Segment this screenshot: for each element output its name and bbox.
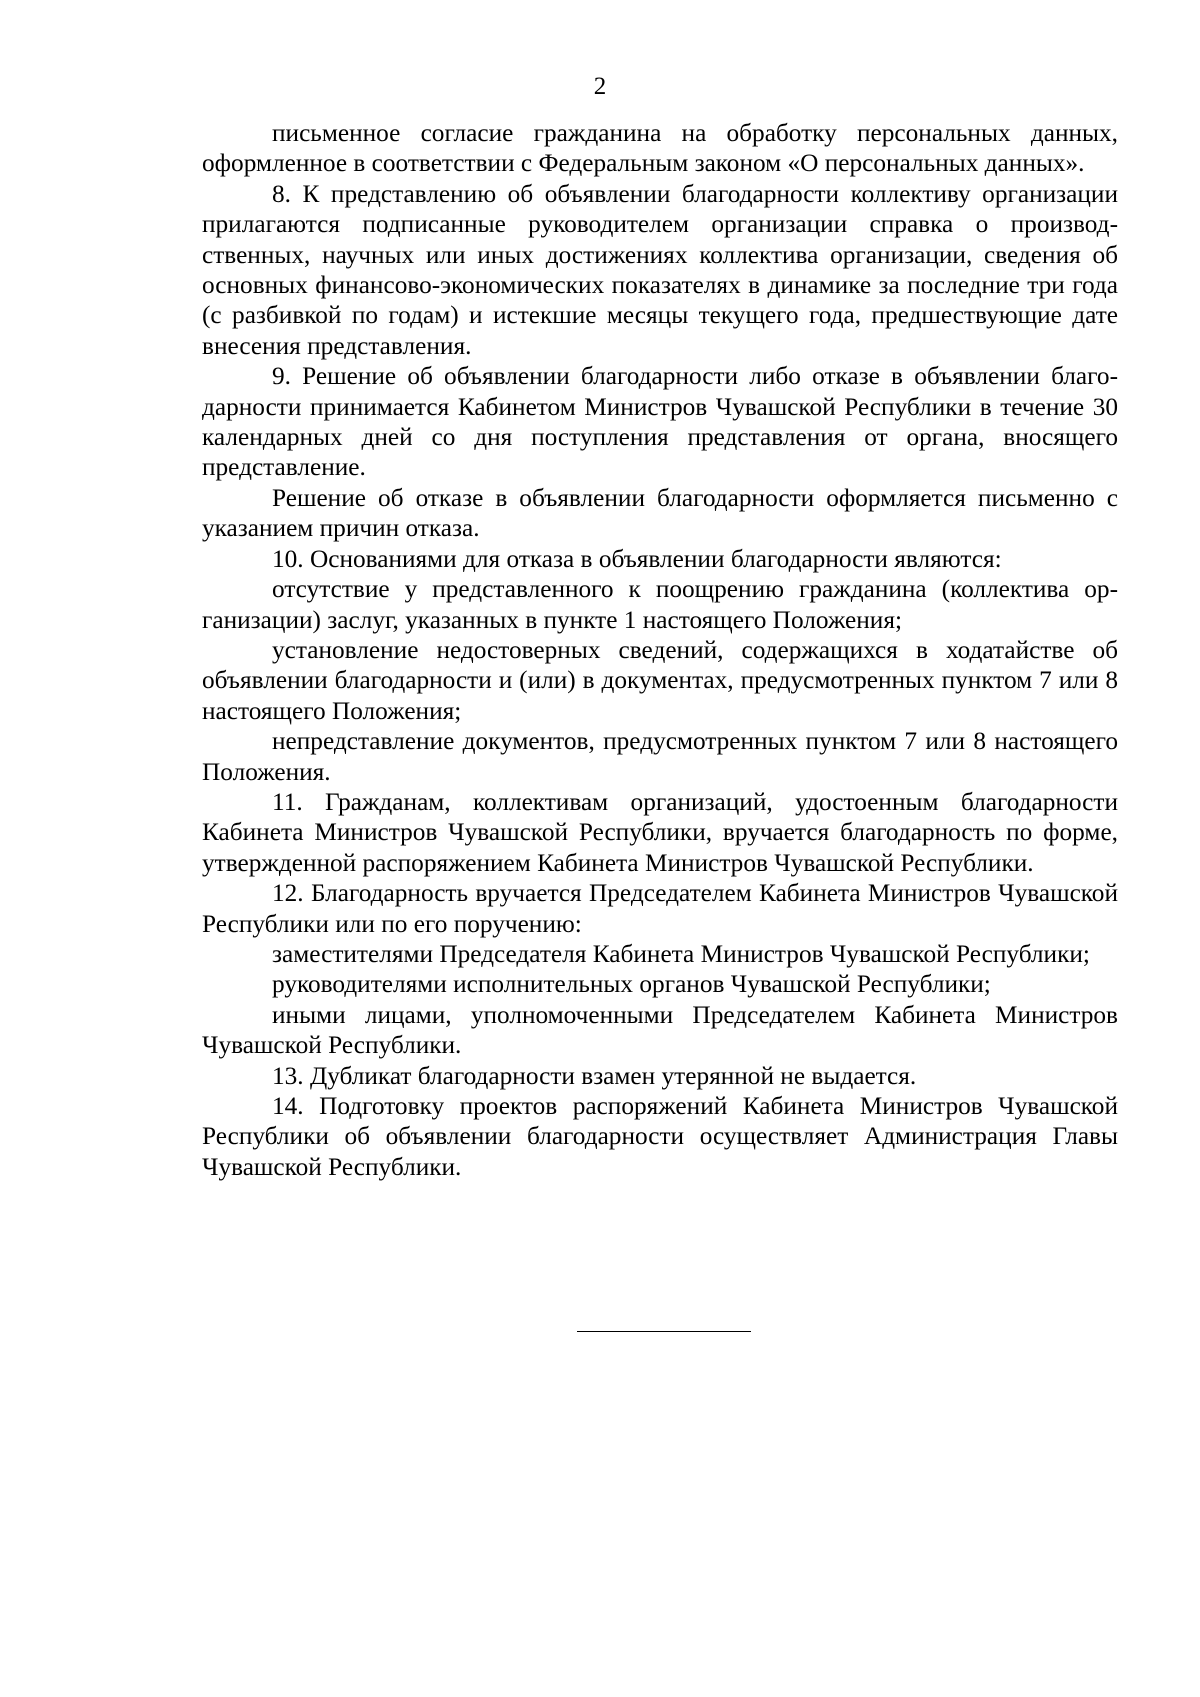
paragraph-refusal-decision: Решение об отказе в объявлении благодарности оформляется письменно с указанием причин отказа. [202,483,1118,543]
paragraph-presenter-heads: руководителями исполнительных органов Чувашской Республики; [272,970,991,999]
paragraph-item-10: 10. Основаниями для отказа в объявлении благодарности являются: [272,544,1002,573]
paragraph-item-12: 12. Благодарность вручается Председателем Кабинета Министров Чувашской Республики или по его поручению: [202,879,1118,938]
paragraph-presenter-other: иными лицами, уполномоченными Председателем Кабинета Министров Чувашской Республики. [202,1000,1118,1060]
paragraph-item-13: 13. Дубликат благодарности взамен утерянной не выдается. [272,1061,917,1090]
paragraph-consent-continuation: письменное согласие гражданина на обработку персональных данных, оформленное в соответствии с Федеральным законом «О персональных данных». [202,119,1118,178]
paragraph-item-11: 11. Гражданам, коллективам организаций, удостоенным благодарности Кабинета Министров Чувашской Республики, вручается благодарность по форме, утвержденной распоряжением Кабинета Министров Чувашской Республики. [202,787,1118,877]
paragraph-item-9: 9. Решение об объявлении благодарности либо отказе в объявлении благодарности принимается Кабинетом Министров Чувашской Республики в течение 30 календарных дней со дня поступления представления от органа, вносящего представление. [202,362,1118,482]
paragraph-item-8: 8. К представлению об объявлении благодарности коллективу организации прилагаются подписанные руководителем организации справка о производственных, научных или иных достижениях коллектива организации, сведения об основных финансово-экономических показателях в динамике за последние три года (с разбивкой по годам) и истекшие месяцы текущего года, предшествующие дате внесения представления. [202,179,1118,360]
paragraph-refusal-ground-2: установление недостоверных сведений, содержащихся в ходатайстве об объявлении благодарности и (или) в документах, предусмотренных пунктом 7 или 8 настоящего Положения; [202,635,1118,725]
document-end-divider [577,1331,751,1332]
paragraph-refusal-ground-1: отсутствие у представленного к поощрению гражданина (коллектива организации) заслуг, указанных в пункте 1 настоящего Положения; [202,575,1118,634]
document-body [202,118,1118,1182]
paragraph-item-14: 14. Подготовку проектов распоряжений Кабинета Министров Чувашской Республики об объявлении благодарности осуществляет Администрация Главы Чувашской Республики. [202,1092,1118,1181]
paragraph-presenter-deputies: заместителями Председателя Кабинета Министров Чувашской Республики; [272,939,1090,968]
page-number: 2 [593,73,607,100]
paragraph-refusal-ground-3: непредставление документов, предусмотренных пунктом 7 или 8 настоящего Положения. [202,727,1118,786]
